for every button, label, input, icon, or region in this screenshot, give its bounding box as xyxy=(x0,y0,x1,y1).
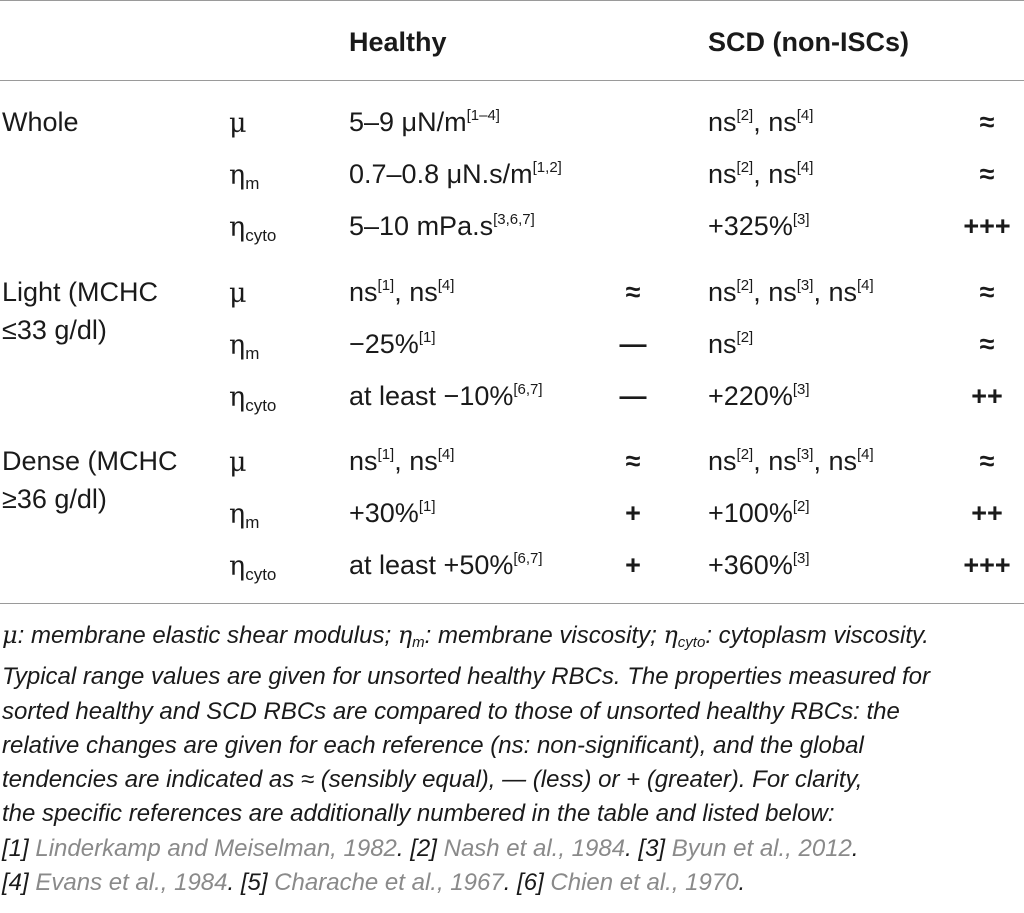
property-symbol xyxy=(229,108,247,140)
healthy-text: ns xyxy=(349,277,378,307)
scd-text: , ns xyxy=(813,446,857,476)
scd-ref: [2] xyxy=(736,107,754,124)
group-label xyxy=(2,442,178,518)
scd-trend: +++ xyxy=(963,550,1011,580)
healthy-ref: [6,7] xyxy=(513,550,543,567)
reference-separator: . xyxy=(227,869,241,897)
scd-ref: [3] xyxy=(792,381,810,398)
header-rule xyxy=(0,80,1024,81)
scd-text: ns xyxy=(708,277,737,307)
property-symbol-sub: cyto xyxy=(245,565,277,584)
scd-ref: [2] xyxy=(736,277,754,294)
group-label-line-1: Whole xyxy=(2,107,79,137)
healthy-trend: ≈ xyxy=(625,446,641,476)
healthy-value xyxy=(349,158,562,190)
property-symbol xyxy=(229,499,259,539)
healthy-value xyxy=(349,549,543,581)
scd-text: , ns xyxy=(753,446,797,476)
property-symbol xyxy=(229,551,276,591)
scd-trend: ≈ xyxy=(979,446,995,476)
scd-text: , ns xyxy=(753,107,797,137)
scd-trend: ≈ xyxy=(979,107,995,137)
header-healthy: Healthy xyxy=(349,27,447,57)
scd-trend: ≈ xyxy=(979,277,995,307)
healthy-value xyxy=(349,106,500,138)
property-symbol xyxy=(229,447,247,479)
scd-text: +325% xyxy=(708,211,793,241)
healthy-ref: [1] xyxy=(377,277,395,294)
scd-value xyxy=(708,549,810,581)
reference-separator: . xyxy=(625,834,639,862)
scd-trend: ≈ xyxy=(979,329,995,359)
scd-text: +360% xyxy=(708,550,793,580)
caption-line-6: the specific references are additionally numbered in the table and listed below: xyxy=(2,800,835,828)
scd-text: , ns xyxy=(753,159,797,189)
healthy-text: 0.7–0.8 μN.s/m xyxy=(349,159,533,189)
property-symbol-sub: m xyxy=(245,513,260,532)
healthy-trend: + xyxy=(625,550,641,580)
reference-number: [4] xyxy=(2,869,36,897)
healthy-ref: [1] xyxy=(418,498,436,515)
group-label-line-1: Light (MCHC xyxy=(2,277,159,307)
scd-value xyxy=(708,210,810,242)
healthy-text: +30% xyxy=(349,498,419,528)
scd-trend: ++ xyxy=(971,381,1003,411)
scd-ref: [4] xyxy=(796,107,814,124)
caption-line-2: Typical range values are given for unsorted healthy RBCs. The properties measured for xyxy=(2,663,931,691)
scd-value xyxy=(708,276,874,308)
scd-text: ns xyxy=(708,159,737,189)
healthy-value xyxy=(349,328,436,360)
healthy-text: 5–10 mPa.s xyxy=(349,211,494,241)
scd-text: ns xyxy=(708,446,737,476)
scd-value xyxy=(708,328,753,360)
caption-refs-line-1 xyxy=(2,832,1020,866)
reference-separator: . xyxy=(503,869,518,897)
property-symbol-sub: cyto xyxy=(245,396,277,415)
table-caption xyxy=(2,618,1020,900)
scd-ref: [4] xyxy=(856,446,874,463)
scd-trend: ≈ xyxy=(979,159,995,189)
scd-value xyxy=(708,497,810,529)
healthy-ref-extra: [4] xyxy=(437,277,455,294)
scd-text: ns xyxy=(708,329,737,359)
property-symbol-glyph: η xyxy=(229,499,246,530)
reference-citation-link[interactable]: Chien et al., 1970 xyxy=(550,869,739,897)
healthy-value xyxy=(349,210,535,242)
property-symbol xyxy=(229,212,276,252)
scd-ref: [4] xyxy=(796,159,814,176)
caption-refs-line-2 xyxy=(2,866,1020,900)
healthy-text-extra: , ns xyxy=(394,446,438,476)
reference-citation-link[interactable]: Charache et al., 1967 xyxy=(274,869,504,897)
healthy-ref: [3,6,7] xyxy=(493,211,535,228)
healthy-text-extra: , ns xyxy=(394,277,438,307)
healthy-value xyxy=(349,380,543,412)
scd-value xyxy=(708,106,813,138)
scd-trend: ++ xyxy=(971,498,1003,528)
scd-value xyxy=(708,380,810,412)
property-symbol-glyph: μ xyxy=(229,278,247,309)
healthy-text: 5–9 μN/m xyxy=(349,107,467,137)
healthy-value xyxy=(349,497,436,529)
group-label-line-2: ≤33 g/dl) xyxy=(2,315,107,345)
caption-line-5: tendencies are indicated as ≈ (sensibly equal), — (less) or + (greater). For clarity, xyxy=(2,766,863,794)
healthy-ref: [1,2] xyxy=(532,159,562,176)
scd-text: +220% xyxy=(708,381,793,411)
group-label-line-1: Dense (MCHC xyxy=(2,446,178,476)
reference-number: [6] xyxy=(517,869,551,897)
property-symbol-glyph: η xyxy=(229,212,246,243)
scd-ref: [4] xyxy=(856,277,874,294)
property-symbol-glyph: η xyxy=(229,330,246,361)
healthy-trend: — xyxy=(619,329,647,359)
property-symbol xyxy=(229,330,259,370)
property-symbol-sub: m xyxy=(245,174,260,193)
reference-citation-link[interactable]: Evans et al., 1984 xyxy=(35,869,228,897)
scd-ref: [3] xyxy=(792,550,810,567)
reference-number: [2] xyxy=(410,834,444,862)
header-scd: SCD (non-ISCs) xyxy=(708,27,909,57)
caption-line-4: relative changes are given for each reference (ns: non-significant), and the global xyxy=(2,731,864,759)
scd-ref: [2] xyxy=(736,446,754,463)
healthy-ref: [1–4] xyxy=(466,107,500,124)
reference-number: [5] xyxy=(240,869,275,897)
reference-separator: . xyxy=(738,869,746,897)
healthy-ref: [1] xyxy=(418,329,436,346)
reference-citation-link[interactable]: Linderkamp and Meiselman, 1982 xyxy=(35,834,397,862)
scd-text: , ns xyxy=(753,277,797,307)
reference-separator: . xyxy=(396,834,411,862)
healthy-text: at least −10% xyxy=(349,381,514,411)
group-label-line-2: ≥36 g/dl) xyxy=(2,484,107,514)
group-label xyxy=(2,273,158,349)
reference-citation-link[interactable]: Nash et al., 1984 xyxy=(443,834,626,862)
scd-ref: [3] xyxy=(796,446,814,463)
property-symbol-glyph: μ xyxy=(229,108,247,139)
property-symbol xyxy=(229,160,259,200)
healthy-text: −25% xyxy=(349,329,419,359)
healthy-ref: [6,7] xyxy=(513,381,543,398)
reference-separator: . xyxy=(851,834,859,862)
scd-ref: [2] xyxy=(792,498,810,515)
scd-trend: +++ xyxy=(963,211,1011,241)
healthy-text: at least +50% xyxy=(349,550,514,580)
scd-text: , ns xyxy=(813,277,857,307)
reference-number: [1] xyxy=(2,834,36,862)
scd-value xyxy=(708,158,813,190)
healthy-ref: [1] xyxy=(377,446,395,463)
property-symbol-sub: m xyxy=(245,344,260,363)
healthy-trend: ≈ xyxy=(625,277,641,307)
scd-ref: [2] xyxy=(736,329,754,346)
healthy-value xyxy=(349,276,454,308)
property-symbol xyxy=(229,382,276,422)
scd-ref: [3] xyxy=(796,277,814,294)
reference-citation-link[interactable]: Byun et al., 2012 xyxy=(671,834,852,862)
scd-text: +100% xyxy=(708,498,793,528)
property-symbol xyxy=(229,278,247,310)
property-symbol-glyph: η xyxy=(229,382,246,413)
property-symbol-glyph: μ xyxy=(229,447,247,478)
scd-text: ns xyxy=(708,107,737,137)
healthy-trend: + xyxy=(625,498,641,528)
table-top-rule xyxy=(0,0,1024,1)
healthy-ref-extra: [4] xyxy=(437,446,455,463)
scd-ref: [3] xyxy=(792,211,810,228)
caption-line-1: μ: membrane elastic shear modulus; $\eta_m$: membrane viscosity; $\eta_{cyto}$: cytoplasm viscosity. xyxy=(2,621,929,651)
healthy-trend: — xyxy=(619,381,647,411)
scd-ref: [2] xyxy=(736,159,754,176)
healthy-text: ns xyxy=(349,446,378,476)
healthy-value xyxy=(349,445,454,477)
group-label xyxy=(2,103,79,141)
property-symbol-glyph: η xyxy=(229,160,246,191)
property-symbol-sub: cyto xyxy=(245,226,277,245)
table-bottom-rule xyxy=(0,603,1024,604)
reference-number: [3] xyxy=(638,834,672,862)
caption-line-3: sorted healthy and SCD RBCs are compared to those of unsorted healthy RBCs: the xyxy=(2,697,900,725)
scd-value xyxy=(708,445,874,477)
property-symbol-glyph: η xyxy=(229,551,246,582)
